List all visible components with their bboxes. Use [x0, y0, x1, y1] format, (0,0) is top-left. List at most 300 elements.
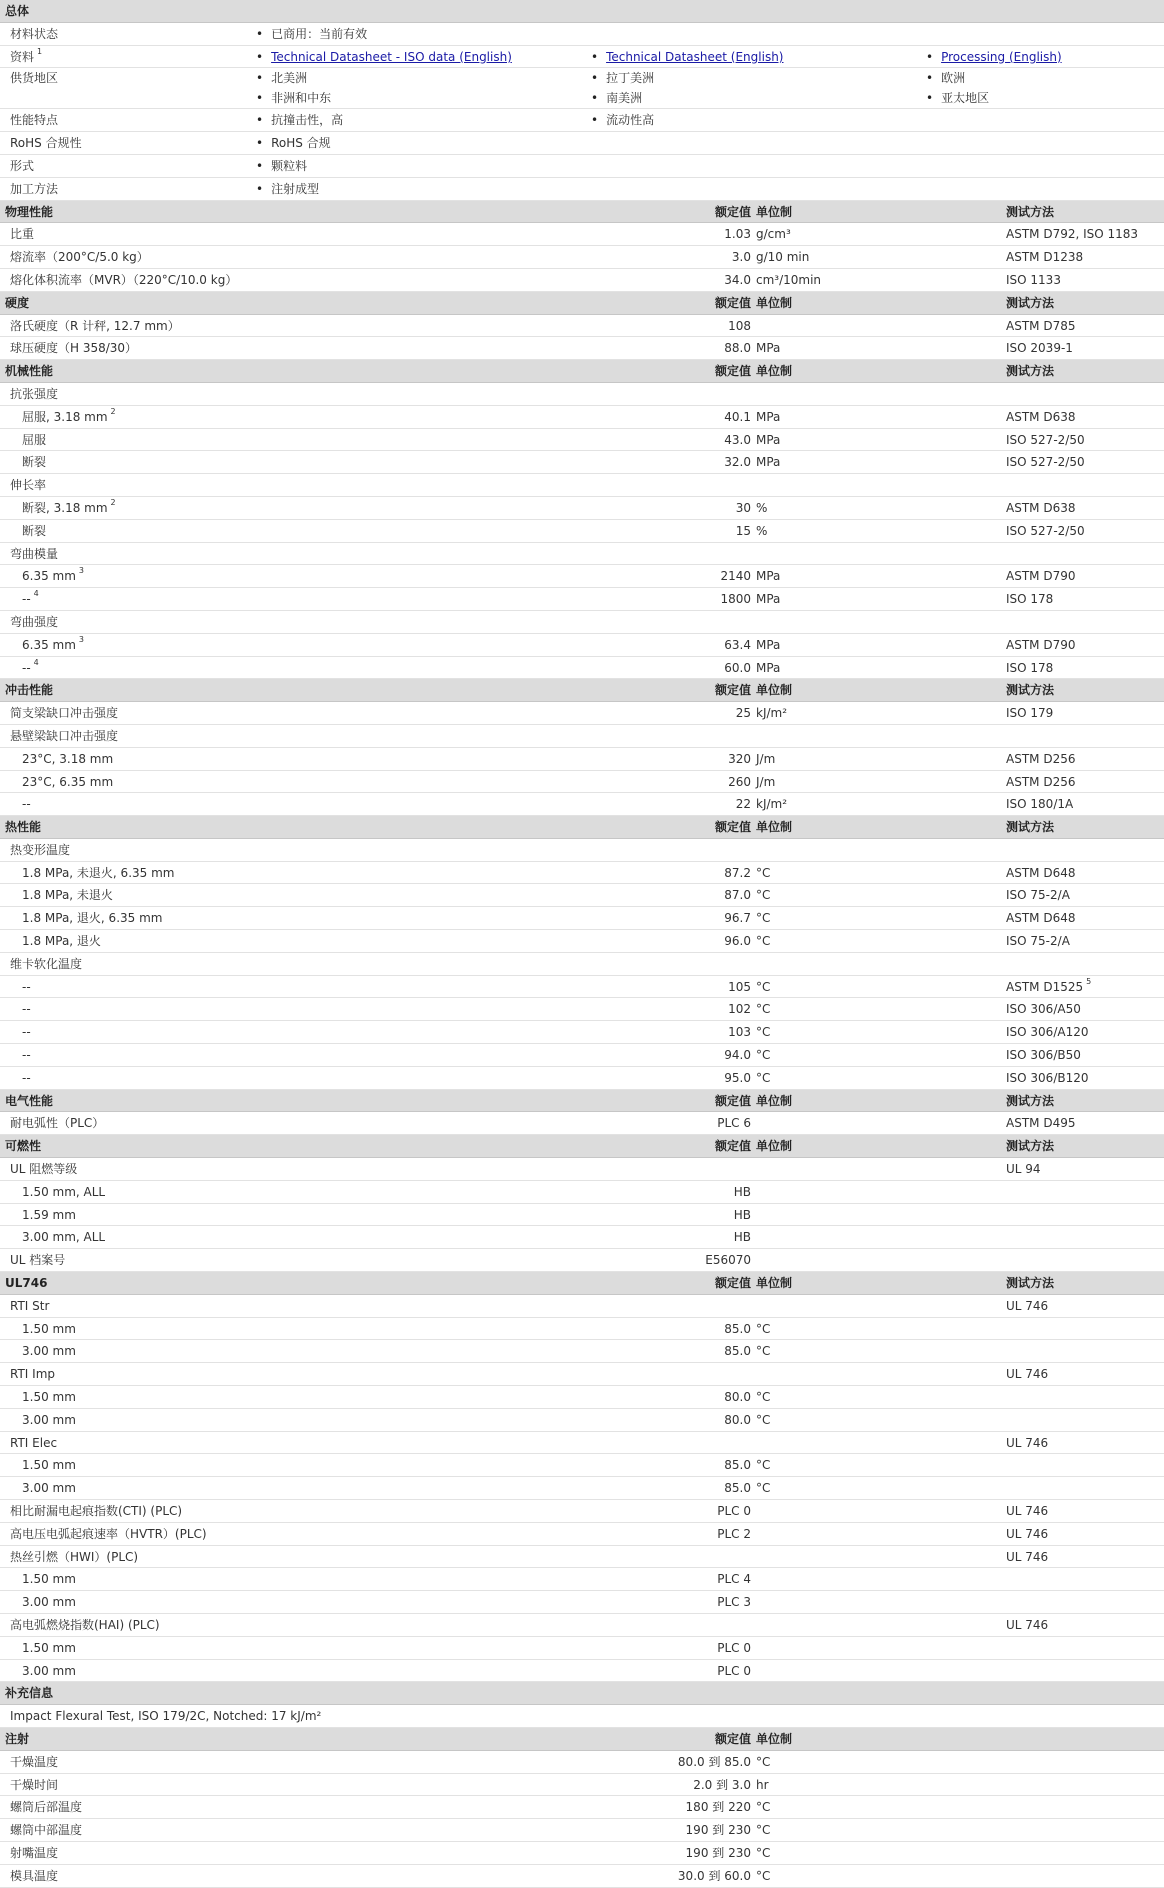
test-method: UL 746 — [1006, 1435, 1049, 1450]
bullet-icon: • — [926, 49, 934, 64]
row-value: • 流动性高 — [591, 113, 655, 128]
table-row — [0, 246, 1164, 269]
row-form — [0, 155, 1164, 178]
column-header-unit: 单位制 — [756, 820, 793, 835]
property-unit: °C — [756, 979, 771, 994]
property-value: 80.0 — [724, 1390, 751, 1405]
property-label: RTI Str — [10, 1298, 50, 1313]
table-row — [0, 771, 1164, 794]
row-regions — [0, 68, 1164, 109]
property-sections — [0, 201, 1164, 1888]
section-title: 注射 — [5, 1731, 30, 1746]
property-value: 15 — [735, 523, 751, 538]
table-row — [0, 1226, 1164, 1249]
table-row — [0, 793, 1164, 816]
column-header-value: 额定值 — [714, 820, 751, 835]
test-method: ISO 306/B50 — [1006, 1048, 1081, 1063]
section-title: 热性能 — [5, 820, 42, 835]
property-label: 断裂, 3.18 mm $^2$ — [22, 497, 116, 515]
column-header-value: 额定值 — [714, 295, 751, 310]
table-row — [0, 1249, 1164, 1272]
column-header-unit: 单位制 — [756, 204, 793, 219]
property-value: 96.0 — [724, 934, 751, 949]
table-row — [0, 588, 1164, 611]
section-title: 总体 — [5, 4, 30, 18]
table-row — [0, 406, 1164, 429]
property-unit: MPa — [756, 455, 781, 470]
table-row — [0, 611, 1164, 634]
property-value: 25 — [735, 706, 751, 721]
property-value: HB — [733, 1207, 751, 1222]
property-unit: °C — [756, 1025, 771, 1040]
test-method: ASTM D1525 $^5$ — [1006, 976, 1092, 994]
test-method: ISO 306/A120 — [1006, 1025, 1089, 1040]
column-header-value: 额定值 — [714, 1139, 751, 1154]
property-label: 比重 — [10, 227, 35, 242]
property-value: 34.0 — [724, 272, 751, 287]
property-unit: MPa — [756, 409, 781, 424]
property-label: 熔流率（200°C/5.0 kg） — [10, 250, 149, 265]
property-value: 2140 — [720, 569, 751, 584]
section-header — [0, 360, 1164, 383]
property-unit: MPa — [756, 660, 781, 675]
table-row — [0, 565, 1164, 588]
section-title: 硬度 — [5, 295, 30, 310]
property-label: -- — [22, 1070, 31, 1085]
table-row — [0, 429, 1164, 452]
property-value: 1.03 — [724, 227, 751, 242]
property-unit: °C — [756, 1048, 771, 1063]
property-value: 95.0 — [724, 1070, 751, 1085]
section-header — [0, 1682, 1164, 1705]
test-method: ISO 75-2/A — [1006, 888, 1070, 903]
property-value: 180 到 220 — [685, 1800, 751, 1815]
property-label: UL 阻燃等级 — [10, 1162, 78, 1177]
section-header — [0, 1728, 1164, 1751]
property-value: 190 到 230 — [685, 1845, 751, 1860]
test-method: ISO 527-2/50 — [1006, 523, 1085, 538]
test-method: UL 746 — [1006, 1617, 1049, 1632]
table-row — [0, 543, 1164, 566]
property-unit: MPa — [756, 637, 781, 652]
property-label: 弯曲强度 — [10, 614, 59, 629]
property-label: 3.00 mm, ALL — [22, 1230, 106, 1245]
table-row — [0, 1432, 1164, 1455]
doc-link-iso[interactable]: • Technical Datasheet - ISO data (English) — [256, 49, 512, 64]
table-row — [0, 269, 1164, 292]
test-method: ISO 2039-1 — [1006, 341, 1073, 356]
property-value: 87.2 — [724, 865, 751, 880]
property-label: 干燥时间 — [10, 1777, 59, 1792]
property-label: 弯曲模量 — [10, 546, 59, 561]
property-label: 1.50 mm — [22, 1640, 76, 1655]
table-row — [0, 383, 1164, 406]
property-label: 模具温度 — [10, 1868, 59, 1883]
property-label: 1.50 mm — [22, 1572, 76, 1587]
property-unit: °C — [756, 865, 771, 880]
property-value: 85.0 — [724, 1458, 751, 1473]
table-row — [0, 725, 1164, 748]
section-header — [0, 816, 1164, 839]
property-value: 1800 — [720, 592, 751, 607]
property-label: -- — [22, 797, 31, 812]
property-label: 熔化体积流率（MVR）（220°C/10.0 kg） — [10, 272, 238, 287]
table-row — [0, 337, 1164, 360]
property-label: 热丝引燃（HWI）(PLC) — [10, 1549, 139, 1564]
column-header-value: 额定值 — [714, 1276, 751, 1291]
property-value: PLC 6 — [717, 1116, 751, 1131]
property-value: 40.1 — [724, 409, 751, 424]
property-value: 108 — [728, 318, 751, 333]
table-row — [0, 1181, 1164, 1204]
test-method: ASTM D790 — [1006, 637, 1076, 652]
property-unit: °C — [756, 1481, 771, 1496]
section-header — [0, 1135, 1164, 1158]
property-unit: g/cm³ — [756, 227, 791, 242]
row-processing — [0, 178, 1164, 201]
property-label: 干燥温度 — [10, 1754, 59, 1769]
property-value: 105 — [728, 979, 751, 994]
section-title: 物理性能 — [5, 204, 54, 219]
table-row — [0, 1044, 1164, 1067]
property-unit: g/10 min — [756, 250, 810, 265]
table-row — [0, 1842, 1164, 1865]
row-label: 材料状态 — [10, 26, 59, 41]
property-label: 热变形温度 — [10, 842, 71, 857]
property-unit: kJ/m² — [756, 706, 788, 721]
row-value: • 注射成型 — [256, 181, 320, 196]
test-method: UL 746 — [1006, 1367, 1049, 1382]
test-method: ASTM D792, ISO 1183 — [1006, 227, 1139, 242]
footnote-marker: 4 — [33, 589, 39, 599]
test-method: ASTM D648 — [1006, 865, 1076, 880]
property-label: 3.00 mm — [22, 1481, 76, 1496]
test-method: ASTM D790 — [1006, 569, 1076, 584]
test-method: ISO 1133 — [1006, 272, 1061, 287]
row-label: 形式 — [10, 158, 35, 173]
column-header-test: 测试方法 — [1006, 820, 1055, 835]
property-label: 23°C, 3.18 mm — [22, 751, 114, 766]
property-unit: % — [756, 500, 768, 515]
property-value: 30.0 到 60.0 — [677, 1868, 751, 1883]
column-header-unit: 单位制 — [756, 295, 793, 310]
property-value: 190 到 230 — [685, 1823, 751, 1838]
table-row — [0, 634, 1164, 657]
bullet-icon: • — [256, 26, 264, 41]
property-label: -- $^4$ — [22, 657, 39, 675]
test-method: ASTM D1238 — [1006, 250, 1084, 265]
property-label: 螺筒中部温度 — [10, 1823, 83, 1838]
table-row — [0, 953, 1164, 976]
property-label: 6.35 mm $^3$ — [22, 634, 85, 652]
table-row — [0, 1774, 1164, 1797]
column-header-test: 测试方法 — [1006, 364, 1055, 379]
property-label: 1.8 MPa, 退火, 6.35 mm — [22, 911, 163, 926]
section-header-general — [0, 0, 1164, 23]
property-value: E56070 — [705, 1253, 751, 1268]
row-value: • 已商用：当前有效 — [256, 26, 368, 41]
column-header-unit: 单位制 — [756, 364, 793, 379]
row-label: 供货地区 — [10, 71, 59, 86]
footnote-marker: 4 — [33, 657, 39, 667]
table-row — [0, 1409, 1164, 1432]
test-method: ASTM D785 — [1006, 318, 1076, 333]
row-rohs — [0, 132, 1164, 155]
test-method: UL 746 — [1006, 1526, 1049, 1541]
property-value: PLC 2 — [717, 1526, 751, 1541]
property-unit: MPa — [756, 592, 781, 607]
property-label: -- — [22, 1025, 31, 1040]
property-unit: °C — [756, 1845, 771, 1860]
property-unit: MPa — [756, 432, 781, 447]
property-label: 6.35 mm $^3$ — [22, 566, 85, 584]
property-value: 103 — [728, 1025, 751, 1040]
table-row — [0, 907, 1164, 930]
test-method: ISO 527-2/50 — [1006, 455, 1085, 470]
section-header — [0, 201, 1164, 224]
property-value: PLC 4 — [717, 1572, 751, 1587]
row-material-status — [0, 23, 1164, 46]
property-unit: °C — [756, 911, 771, 926]
test-method: ISO 179 — [1006, 706, 1054, 721]
property-unit: °C — [756, 888, 771, 903]
table-row — [0, 862, 1164, 885]
property-unit: J/m — [756, 751, 776, 766]
table-row — [0, 884, 1164, 907]
property-label: 1.8 MPa, 未退火 — [22, 888, 113, 903]
property-value: PLC 0 — [717, 1663, 751, 1678]
property-value: 85.0 — [724, 1344, 751, 1359]
property-label: -- — [22, 979, 31, 994]
column-header-test: 测试方法 — [1006, 204, 1055, 219]
column-header-unit: 单位制 — [756, 1731, 793, 1746]
property-unit: °C — [756, 1390, 771, 1405]
property-unit: °C — [756, 1412, 771, 1427]
row-docs — [0, 46, 1164, 69]
property-label: RTI Elec — [10, 1435, 58, 1450]
table-row — [0, 748, 1164, 771]
property-unit: cm³/10min — [756, 272, 822, 287]
property-value: HB — [733, 1230, 751, 1245]
region-group-1: • 北美洲 • 非洲和中东 — [256, 71, 332, 106]
row-label: 性能特点 — [10, 113, 59, 128]
section-header — [0, 292, 1164, 315]
table-row — [0, 930, 1164, 953]
table-row — [0, 1021, 1164, 1044]
row-features — [0, 109, 1164, 132]
column-header-unit: 单位制 — [756, 1276, 793, 1291]
table-row — [0, 1637, 1164, 1660]
test-method: ISO 75-2/A — [1006, 934, 1070, 949]
table-row — [0, 315, 1164, 338]
property-label: 23°C, 6.35 mm — [22, 774, 114, 789]
property-label: 洛氏硬度（R 计秤, 12.7 mm） — [10, 318, 180, 333]
property-value: 43.0 — [724, 432, 751, 447]
footnote-marker: 3 — [78, 634, 85, 644]
property-label: 屈服 — [22, 432, 47, 447]
property-unit: °C — [756, 1868, 771, 1883]
test-method: ISO 306/B120 — [1006, 1070, 1089, 1085]
column-header-unit: 单位制 — [756, 683, 793, 698]
table-row — [0, 223, 1164, 246]
table-row — [0, 1112, 1164, 1135]
table-row — [0, 1454, 1164, 1477]
property-value: 30 — [735, 500, 751, 515]
region-group-2: • 拉丁美洲 • 南美洲 — [591, 71, 655, 106]
property-value: PLC 0 — [717, 1504, 751, 1518]
table-row — [0, 998, 1164, 1021]
property-value: 63.4 — [724, 637, 751, 652]
region-group-3: • 欧洲 • 亚太地区 — [926, 71, 990, 106]
table-row — [0, 497, 1164, 520]
table-row — [0, 520, 1164, 543]
property-label: RTI Imp — [10, 1367, 55, 1382]
property-value: 32.0 — [724, 455, 751, 470]
table-row — [0, 1158, 1164, 1181]
property-label: -- — [22, 1002, 31, 1017]
property-label: 3.00 mm — [22, 1663, 76, 1678]
row-label: 加工方法 — [10, 181, 59, 196]
property-unit: MPa — [756, 341, 781, 356]
property-value: HB — [733, 1184, 751, 1199]
section-header — [0, 1090, 1164, 1113]
bullet-icon: • — [256, 49, 264, 64]
test-method: ISO 527-2/50 — [1006, 432, 1085, 447]
property-label: 1.59 mm — [22, 1207, 76, 1222]
table-row — [0, 1295, 1164, 1318]
property-unit: °C — [756, 1070, 771, 1085]
row-value: • RoHS 合规 — [256, 136, 331, 151]
property-value: 60.0 — [724, 660, 751, 675]
property-label: 耐电弧性（PLC） — [10, 1116, 105, 1131]
table-row — [0, 1523, 1164, 1546]
test-method: ASTM D256 — [1006, 774, 1076, 789]
column-header-value: 额定值 — [714, 204, 751, 219]
table-row — [0, 1819, 1164, 1842]
property-unit: °C — [756, 1321, 771, 1336]
property-unit: hr — [756, 1777, 769, 1792]
property-label: 1.8 MPa, 未退火, 6.35 mm — [22, 865, 175, 880]
property-label: 3.00 mm — [22, 1344, 76, 1359]
section-title: 电气性能 — [5, 1093, 54, 1108]
property-unit: °C — [756, 1754, 771, 1769]
property-unit: kJ/m² — [756, 797, 788, 812]
property-label: -- $^4$ — [22, 589, 39, 607]
section-title: 可燃性 — [5, 1139, 42, 1154]
property-unit: °C — [756, 1458, 771, 1473]
property-unit: °C — [756, 1002, 771, 1017]
column-header-unit: 单位制 — [756, 1139, 793, 1154]
table-row — [0, 1067, 1164, 1090]
property-label: 伸长率 — [10, 478, 47, 493]
property-label: 高电弧燃烧指数(HAI) (PLC) — [10, 1617, 160, 1632]
property-value: 2.0 到 3.0 — [693, 1777, 751, 1792]
property-value: 80.0 到 85.0 — [677, 1754, 751, 1769]
property-label: -- — [22, 1048, 31, 1063]
property-value: 96.7 — [724, 911, 751, 926]
footnote-marker: 2 — [110, 406, 116, 416]
row-label: RoHS 合规性 — [10, 136, 82, 151]
test-method: UL 746 — [1006, 1298, 1049, 1313]
doc-link-datasheet[interactable]: • Technical Datasheet (English) — [591, 49, 784, 64]
column-header-test: 测试方法 — [1006, 1139, 1055, 1154]
property-label: 屈服, 3.18 mm $^2$ — [22, 406, 116, 424]
property-unit: % — [756, 523, 768, 538]
table-row — [0, 1204, 1164, 1227]
column-header-unit: 单位制 — [756, 1093, 793, 1108]
test-method: UL 746 — [1006, 1504, 1049, 1518]
bullet-icon: • — [591, 49, 599, 64]
test-method: ISO 306/A50 — [1006, 1002, 1081, 1017]
property-value: 94.0 — [724, 1048, 751, 1063]
property-label: 3.00 mm — [22, 1595, 76, 1610]
column-header-value: 额定值 — [714, 1093, 751, 1108]
property-value: 102 — [728, 1002, 751, 1017]
table-row — [0, 1477, 1164, 1500]
property-label: 相比耐漏电起痕指数(CTI) (PLC) — [10, 1504, 183, 1518]
table-row — [0, 1363, 1164, 1386]
section-header — [0, 679, 1164, 702]
property-value: PLC 0 — [717, 1640, 751, 1655]
property-unit: °C — [756, 1800, 771, 1815]
property-label: 高电压电弧起痕速率（HVTR）(PLC) — [10, 1526, 207, 1541]
property-value: PLC 3 — [717, 1595, 751, 1610]
property-label: UL 档案号 — [10, 1253, 66, 1268]
test-method: ASTM D495 — [1006, 1116, 1076, 1131]
property-label: 1.50 mm — [22, 1321, 76, 1336]
property-label: 断裂 — [22, 455, 47, 470]
column-header-value: 额定值 — [714, 683, 751, 698]
property-value: 3.0 — [731, 250, 751, 265]
property-label: Impact Flexural Test, ISO 179/2C, Notched: 17 kJ/m² — [10, 1709, 322, 1724]
test-method: ISO 180/1A — [1006, 797, 1074, 812]
section-title: 机械性能 — [5, 364, 54, 379]
table-row — [0, 1865, 1164, 1888]
table-row — [0, 1591, 1164, 1614]
test-method: UL 94 — [1006, 1162, 1041, 1177]
test-method: ASTM D648 — [1006, 911, 1076, 926]
footnote-marker: 5 — [1086, 976, 1092, 986]
table-row — [0, 1500, 1164, 1523]
table-row — [0, 1340, 1164, 1363]
table-row — [0, 1796, 1164, 1819]
row-value: • 颗粒料 — [256, 158, 308, 173]
property-value: 80.0 — [724, 1412, 751, 1427]
property-unit: °C — [756, 1344, 771, 1359]
column-header-test: 测试方法 — [1006, 1276, 1055, 1291]
table-row — [0, 1546, 1164, 1569]
table-row — [0, 474, 1164, 497]
property-unit: °C — [756, 934, 771, 949]
doc-link-processing[interactable]: • Processing (English) — [926, 49, 1062, 64]
property-value: 85.0 — [724, 1481, 751, 1496]
property-unit: °C — [756, 1823, 771, 1838]
property-label: 1.50 mm — [22, 1458, 76, 1473]
test-method: ASTM D638 — [1006, 500, 1076, 515]
property-label: 1.8 MPa, 退火 — [22, 934, 101, 949]
test-method: UL 746 — [1006, 1549, 1049, 1564]
property-value: 260 — [728, 774, 751, 789]
test-method: ISO 178 — [1006, 592, 1054, 607]
property-label: 断裂 — [22, 523, 47, 538]
section-title: UL746 — [5, 1276, 48, 1291]
property-value: 320 — [728, 751, 751, 766]
test-method: ASTM D256 — [1006, 751, 1076, 766]
property-label: 螺筒后部温度 — [10, 1800, 83, 1815]
table-row — [0, 1660, 1164, 1683]
footnote-marker: 3 — [78, 566, 85, 576]
section-title: 冲击性能 — [5, 683, 54, 698]
